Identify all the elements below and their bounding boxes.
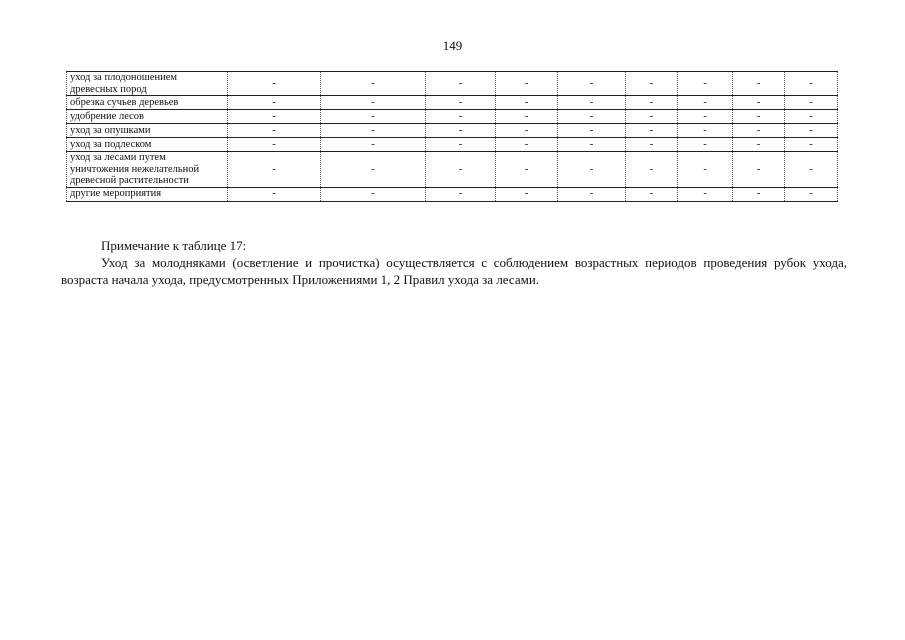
table-cell: -	[785, 96, 838, 110]
table-row	[67, 187, 838, 201]
table-cell: -	[558, 187, 626, 201]
table-cell: -	[426, 124, 496, 138]
table-cell: -	[733, 110, 785, 124]
table-cell: -	[785, 152, 838, 188]
row-label: уход за лесами путем уничтожения нежелательной древесной растительности	[67, 152, 228, 188]
table-cell: -	[558, 138, 626, 152]
table-cell: -	[228, 138, 321, 152]
row-label: уход за подлеском	[67, 138, 228, 152]
row-label: другие мероприятия	[67, 187, 228, 201]
table-cell: -	[785, 187, 838, 201]
row-label: уход за опушками	[67, 124, 228, 138]
page-number: 149	[442, 38, 463, 53]
table-cell: -	[496, 187, 558, 201]
forest-care-table	[66, 71, 838, 202]
table-cell: -	[626, 152, 678, 188]
table-cell: -	[496, 72, 558, 96]
table-cell: -	[626, 187, 678, 201]
table-cell: -	[321, 72, 426, 96]
row-label: обрезка сучьев деревьев	[67, 96, 228, 110]
table-cell: -	[426, 138, 496, 152]
table-row	[67, 110, 838, 124]
table-cell: -	[496, 138, 558, 152]
table-cell: -	[626, 124, 678, 138]
table-cell: -	[678, 138, 733, 152]
table-cell: -	[228, 152, 321, 188]
table-cell: -	[558, 110, 626, 124]
table-cell: -	[426, 152, 496, 188]
table-cell: -	[733, 124, 785, 138]
row-label: удобрение лесов	[67, 110, 228, 124]
table-cell: -	[426, 110, 496, 124]
table-cell: -	[785, 72, 838, 96]
table-cell: -	[558, 124, 626, 138]
table-cell: -	[678, 152, 733, 188]
note-title: Примечание к таблице 17:	[101, 238, 247, 253]
table-cell: -	[558, 72, 626, 96]
table-cell: -	[321, 138, 426, 152]
table-cell: -	[496, 124, 558, 138]
table-cell: -	[678, 187, 733, 201]
table-cell: -	[785, 110, 838, 124]
table-cell: -	[626, 96, 678, 110]
table-cell: -	[678, 96, 733, 110]
table-cell: -	[626, 110, 678, 124]
table-cell: -	[733, 138, 785, 152]
table-cell: -	[426, 72, 496, 96]
table-cell: -	[678, 72, 733, 96]
table-cell: -	[228, 110, 321, 124]
table-cell: -	[426, 187, 496, 201]
row-label: уход за плодоношением древесных пород	[67, 72, 228, 96]
table-row	[67, 124, 838, 138]
table-cell: -	[228, 96, 321, 110]
table-cell: -	[733, 152, 785, 188]
table-cell: -	[496, 96, 558, 110]
table-cell: -	[228, 187, 321, 201]
table-cell: -	[678, 110, 733, 124]
table-cell: -	[785, 124, 838, 138]
table-cell: -	[733, 96, 785, 110]
table-cell: -	[228, 72, 321, 96]
table-cell: -	[321, 110, 426, 124]
table-cell: -	[558, 152, 626, 188]
table-cell: -	[558, 96, 626, 110]
table-cell: -	[228, 124, 321, 138]
table-cell: -	[785, 138, 838, 152]
table-cell: -	[426, 96, 496, 110]
table-cell: -	[496, 152, 558, 188]
table-cell: -	[321, 152, 426, 188]
table-cell: -	[496, 110, 558, 124]
note-text: Уход за молодняками (осветление и прочистка) осуществляется с соблюдением возрастных периодов проведения рубок ухода, возраста начала ухода, предусмотренных Приложениями 1, 2 Правил ухода за лесами.	[61, 255, 847, 287]
table-cell: -	[321, 124, 426, 138]
table-cell: -	[626, 72, 678, 96]
table-cell: -	[626, 138, 678, 152]
table-row	[67, 152, 838, 188]
table-cell: -	[321, 96, 426, 110]
table-row	[67, 96, 838, 110]
table-row	[67, 138, 838, 152]
table-cell: -	[733, 72, 785, 96]
table-row	[67, 72, 838, 96]
table-cell: -	[321, 187, 426, 201]
table-cell: -	[678, 124, 733, 138]
table-cell: -	[733, 187, 785, 201]
